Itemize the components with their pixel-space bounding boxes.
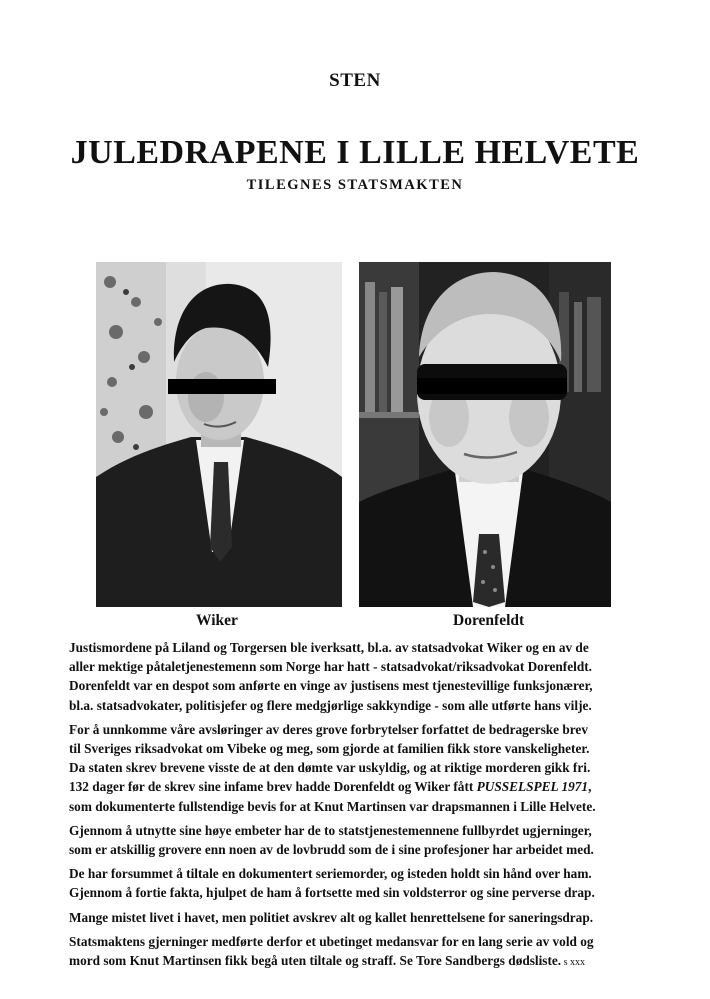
photo-caption-dorenfeldt: Dorenfeldt <box>453 612 525 629</box>
text-segment: mord som Knut Martinsen fikk begå uten tiltale og straff. Se Tore Sandbergs dødsliste. <box>69 953 562 969</box>
article-body <box>69 638 659 977</box>
text-line: Gjennom å utnytte sine høye embeter har de to statstjenestemennene fullbyrdet ugjerninger, <box>69 822 592 838</box>
text-line <box>69 951 659 972</box>
text-line: Da staten skrev brevene visste de at den dømte var uskyldig, og at riktige morderen gikk fri. <box>69 760 591 776</box>
portrait-wiker-image <box>96 262 342 607</box>
paragraph <box>69 932 659 972</box>
photo-dorenfeldt <box>359 262 611 607</box>
text-line: Justismordene på Liland og Torgersen ble iverksatt, bl.a. av statsadvokat Wiker og en av de <box>69 640 589 655</box>
text-line: Gjennom å fortie fakta, hjulpet de ham å fortsette med sin voldsterror og sine perverse drap. <box>69 885 595 901</box>
text-line: bl.a. statsadvokater, politisjefer og flere medgjørlige sakkyndige - som alle utførte hans vilje. <box>69 697 592 713</box>
photo-wiker <box>96 262 342 607</box>
text-line: Mange mistet livet i havet, men politiet avskrev alt og kallet henrettelsene for saneringsdrap. <box>69 909 594 925</box>
paragraph <box>69 720 659 816</box>
author-name: STEN <box>329 70 381 91</box>
text-line: For å unnkomme våre avsløringer av deres grove forbrytelser forfattet de bedragerske brev <box>69 721 588 737</box>
text-line: til Sveriges riksadvokat om Vibeke og meg, som gjorde at familien fikk store vanskeligheter. <box>69 741 590 757</box>
text-line: aller mektige påtaletjenestemenn som Norge har hatt - statsadvokat/riksadvokat Dorenfeldt. <box>69 659 592 675</box>
paragraph <box>69 638 659 715</box>
text-line: Dorenfeldt var en despot som anførte en vinge av justisens mest tjenestevillige funksjonærer, <box>69 678 593 694</box>
text-segment: , <box>588 779 592 795</box>
page-title: JULEDRAPENE I LILLE HELVETE <box>70 134 640 171</box>
paragraph <box>69 821 659 859</box>
paragraph <box>69 864 659 902</box>
text-line: Statsmaktens gjerninger medførte derfor et ubetinget medansvar for en lang serie av vold og <box>69 933 594 949</box>
page-subtitle: TILEGNES STATSMAKTEN <box>246 177 464 193</box>
text-line: De har forsummet å tiltale en dokumentert seriemorder, og isteden holdt sin hånd over ham. <box>69 866 592 882</box>
page-reference: s xxx <box>561 957 586 969</box>
text-line: som er atskillig grovere enn noen av de lovbrudd som de i sine profesjoner har arbeidet med. <box>69 842 594 858</box>
text-segment: 132 dager før de skrev sine infame brev hadde Dorenfeldt og Wiker fått <box>69 779 477 795</box>
text-line <box>69 777 659 796</box>
book-title: PUSSELSPEL 1971 <box>476 779 589 795</box>
portrait-dorenfeldt-image <box>359 262 611 607</box>
paragraph <box>69 908 659 927</box>
text-line: som dokumenterte fullstendige bevis for at Knut Martinsen var drapsmannen i Lille Helvete. <box>69 798 596 814</box>
photo-caption-wiker: Wiker <box>196 612 238 629</box>
